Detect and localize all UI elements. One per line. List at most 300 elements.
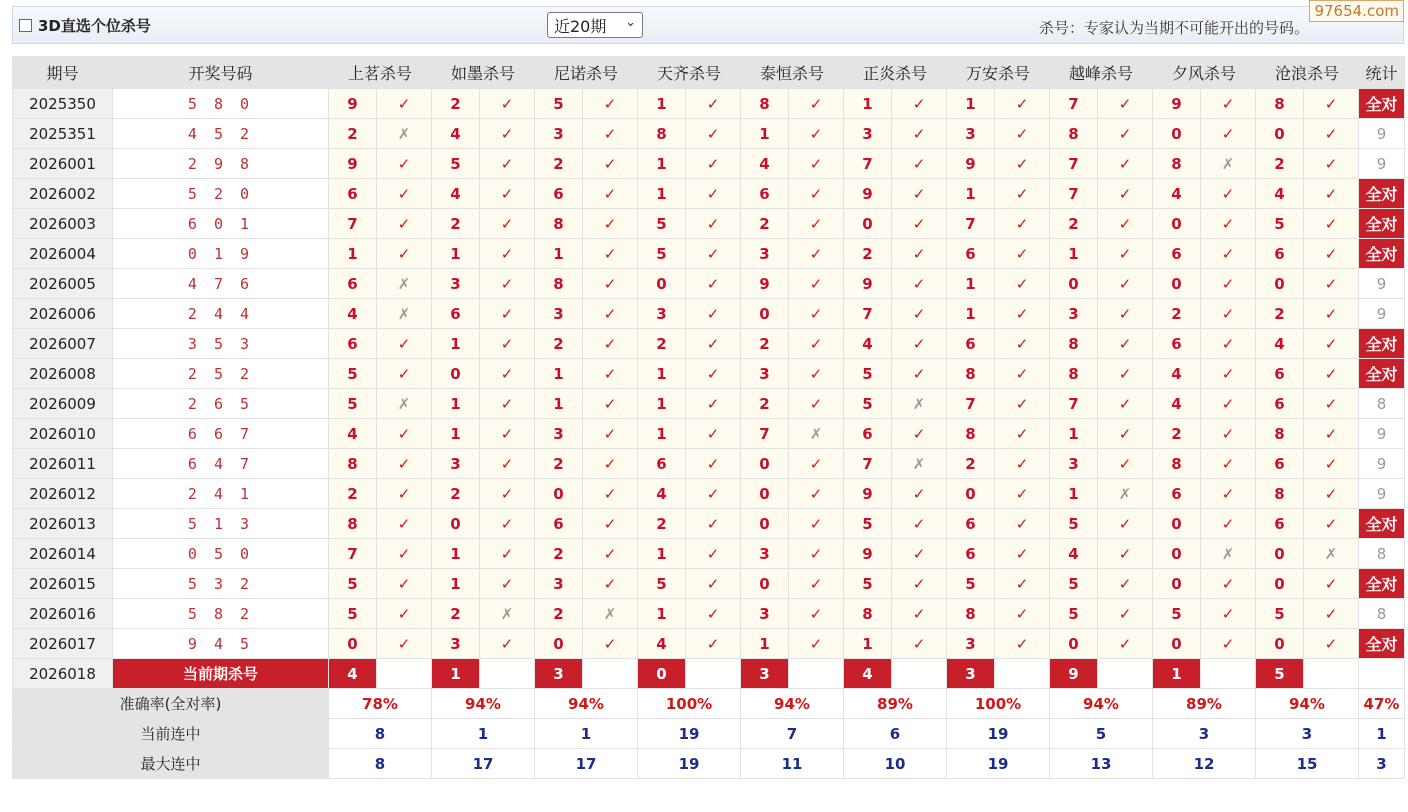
check-icon: ✓ xyxy=(1304,239,1359,269)
check-icon: ✓ xyxy=(686,389,741,419)
kill-number-cell: 8 xyxy=(1256,479,1304,509)
check-icon: ✓ xyxy=(377,179,432,209)
kill-number-cell: 1 xyxy=(432,569,480,599)
table-row xyxy=(13,419,1405,449)
accuracy-row xyxy=(13,689,1405,719)
kill-number-cell: 2 xyxy=(329,479,377,509)
check-icon: ✓ xyxy=(583,89,638,119)
kill-number-cell: 6 xyxy=(329,269,377,299)
check-icon: ✓ xyxy=(892,599,947,629)
kill-number-cell: 9 xyxy=(844,479,892,509)
kill-number-cell: 6 xyxy=(947,539,995,569)
cross-icon: ✗ xyxy=(1201,149,1256,179)
table-row xyxy=(13,119,1405,149)
check-icon: ✓ xyxy=(789,149,844,179)
kill-number-cell: 4 xyxy=(432,179,480,209)
hit-count-cell: 9 xyxy=(1359,299,1405,329)
check-icon: ✓ xyxy=(686,539,741,569)
draw-numbers-cell: 6 6 7 xyxy=(113,419,329,449)
kill-number-cell: 2 xyxy=(432,479,480,509)
current-period-row xyxy=(13,659,1405,689)
check-icon: ✓ xyxy=(1201,389,1256,419)
all-correct-badge: 全对 xyxy=(1359,569,1405,599)
kill-number-cell: 3 xyxy=(432,269,480,299)
current-streak-row-value: 6 xyxy=(844,719,947,749)
check-icon: ✓ xyxy=(583,569,638,599)
check-icon: ✓ xyxy=(480,509,535,539)
check-icon: ✓ xyxy=(892,299,947,329)
cross-icon: ✗ xyxy=(480,599,535,629)
kill-number-cell: 9 xyxy=(329,89,377,119)
check-icon: ✓ xyxy=(995,299,1050,329)
accuracy-row-value: 94% xyxy=(535,689,638,719)
kill-number-cell: 6 xyxy=(1153,479,1201,509)
hit-count-cell: 9 xyxy=(1359,449,1405,479)
check-icon: ✓ xyxy=(686,479,741,509)
check-icon: ✓ xyxy=(377,629,432,659)
kill-number-cell: 6 xyxy=(1153,329,1201,359)
draw-numbers-cell: 3 5 3 xyxy=(113,329,329,359)
max-streak-row-value: 19 xyxy=(638,749,741,779)
check-icon: ✓ xyxy=(686,419,741,449)
check-icon: ✓ xyxy=(377,599,432,629)
current-kill-label: 当前期杀号 xyxy=(113,659,329,689)
kill-number-cell: 5 xyxy=(329,359,377,389)
kill-number-cell: 7 xyxy=(329,209,377,239)
check-icon: ✓ xyxy=(892,329,947,359)
kill-number-cell: 4 xyxy=(1256,329,1304,359)
check-icon: ✓ xyxy=(1304,89,1359,119)
check-icon: ✓ xyxy=(480,359,535,389)
kill-number-cell: 4 xyxy=(638,479,686,509)
table-row xyxy=(13,329,1405,359)
check-icon: ✓ xyxy=(583,629,638,659)
kill-number-cell: 0 xyxy=(1256,539,1304,569)
kill-number-cell: 4 xyxy=(432,119,480,149)
check-icon: ✓ xyxy=(1098,329,1153,359)
cross-icon: ✗ xyxy=(583,599,638,629)
check-icon: ✓ xyxy=(789,449,844,479)
kill-number-cell: 5 xyxy=(329,569,377,599)
period-cell: 2026011 xyxy=(13,449,113,479)
check-icon: ✓ xyxy=(789,299,844,329)
kill-number-cell: 0 xyxy=(329,629,377,659)
check-icon: ✓ xyxy=(480,569,535,599)
kill-number-cell: 2 xyxy=(1050,209,1098,239)
check-icon: ✓ xyxy=(1098,179,1153,209)
kill-number-cell: 0 xyxy=(1153,209,1201,239)
check-icon: ✓ xyxy=(480,329,535,359)
check-icon: ✓ xyxy=(995,89,1050,119)
max-streak-row-value: 10 xyxy=(844,749,947,779)
current-stat-blank xyxy=(1359,659,1405,689)
current-kill-number: 3 xyxy=(947,659,995,689)
kill-number-cell: 4 xyxy=(638,629,686,659)
kill-number-cell: 2 xyxy=(535,149,583,179)
check-icon: ✓ xyxy=(1201,569,1256,599)
check-icon: ✓ xyxy=(686,599,741,629)
check-icon: ✓ xyxy=(892,359,947,389)
check-icon: ✓ xyxy=(377,569,432,599)
check-icon: ✓ xyxy=(995,149,1050,179)
accuracy-row-value: 89% xyxy=(844,689,947,719)
kill-number-cell: 8 xyxy=(1153,149,1201,179)
max-streak-row-value: 12 xyxy=(1153,749,1256,779)
check-icon: ✓ xyxy=(1201,329,1256,359)
check-icon: ✓ xyxy=(892,149,947,179)
accuracy-row-value: 100% xyxy=(947,689,1050,719)
kill-number-cell: 1 xyxy=(638,599,686,629)
kill-number-cell: 2 xyxy=(432,209,480,239)
kill-number-cell: 0 xyxy=(535,479,583,509)
kill-number-cell: 1 xyxy=(741,119,789,149)
current-kill-blank xyxy=(1201,659,1256,689)
period-cell: 2026015 xyxy=(13,569,113,599)
check-icon: ✓ xyxy=(583,449,638,479)
check-icon: ✓ xyxy=(686,119,741,149)
kill-number-cell: 5 xyxy=(638,569,686,599)
kill-number-cell: 2 xyxy=(535,329,583,359)
table-row xyxy=(13,569,1405,599)
watermark-logo: 97654.com xyxy=(1309,0,1404,22)
check-icon: ✓ xyxy=(789,539,844,569)
check-icon: ✓ xyxy=(480,449,535,479)
check-icon: ✓ xyxy=(480,299,535,329)
check-icon: ✓ xyxy=(1098,599,1153,629)
kill-number-cell: 1 xyxy=(432,539,480,569)
kill-number-cell: 2 xyxy=(741,209,789,239)
kill-number-cell: 2 xyxy=(329,119,377,149)
max-streak-row-value: 17 xyxy=(432,749,535,779)
kill-number-cell: 4 xyxy=(1153,389,1201,419)
kill-number-cell: 9 xyxy=(844,269,892,299)
check-icon: ✓ xyxy=(789,569,844,599)
check-icon: ✓ xyxy=(1098,149,1153,179)
current-kill-number: 9 xyxy=(1050,659,1098,689)
kill-number-cell: 5 xyxy=(1256,599,1304,629)
top-bar xyxy=(12,6,1404,44)
cross-icon: ✗ xyxy=(1304,539,1359,569)
check-icon: ✓ xyxy=(377,359,432,389)
kill-number-cell: 4 xyxy=(329,419,377,449)
check-icon: ✓ xyxy=(1098,629,1153,659)
period-cell: 2026018 xyxy=(13,659,113,689)
kill-number-cell: 0 xyxy=(535,629,583,659)
check-icon: ✓ xyxy=(1304,509,1359,539)
check-icon: ✓ xyxy=(377,329,432,359)
kill-number-cell: 7 xyxy=(1050,389,1098,419)
kill-number-cell: 8 xyxy=(1256,89,1304,119)
kill-number-cell: 5 xyxy=(432,149,480,179)
check-icon: ✓ xyxy=(892,269,947,299)
kill-number-cell: 2 xyxy=(638,329,686,359)
cross-icon: ✗ xyxy=(892,389,947,419)
check-icon: ✓ xyxy=(686,329,741,359)
kill-number-cell: 6 xyxy=(1256,449,1304,479)
check-icon: ✓ xyxy=(789,509,844,539)
period-cell: 2026008 xyxy=(13,359,113,389)
kill-number-cell: 6 xyxy=(535,179,583,209)
kill-number-cell: 1 xyxy=(432,239,480,269)
kill-number-cell: 3 xyxy=(432,449,480,479)
check-icon: ✓ xyxy=(1304,299,1359,329)
kill-number-cell: 5 xyxy=(638,209,686,239)
period-select[interactable] xyxy=(547,12,643,38)
kill-number-cell: 2 xyxy=(1153,299,1201,329)
current-kill-number: 1 xyxy=(432,659,480,689)
table-header xyxy=(13,57,1405,89)
kill-number-cell: 1 xyxy=(432,329,480,359)
kill-number-cell: 3 xyxy=(1050,449,1098,479)
kill-number-cell: 7 xyxy=(1050,89,1098,119)
draw-numbers-cell: 6 4 7 xyxy=(113,449,329,479)
check-icon: ✓ xyxy=(377,419,432,449)
check-icon: ✓ xyxy=(789,89,844,119)
kill-number-cell: 1 xyxy=(947,89,995,119)
kill-number-cell: 5 xyxy=(844,569,892,599)
max-streak-row-value: 17 xyxy=(535,749,638,779)
current-streak-row-total: 1 xyxy=(1359,719,1405,749)
check-icon: ✓ xyxy=(789,629,844,659)
page-title-text: 3D直选个位杀号 xyxy=(38,17,151,35)
period-cell: 2026004 xyxy=(13,239,113,269)
check-icon: ✓ xyxy=(1304,119,1359,149)
kill-number-cell: 0 xyxy=(1153,629,1201,659)
kill-number-cell: 2 xyxy=(947,449,995,479)
kill-number-cell: 3 xyxy=(844,119,892,149)
check-icon: ✓ xyxy=(377,209,432,239)
col-expert-header: 泰恒杀号 xyxy=(741,57,844,89)
accuracy-row-value: 94% xyxy=(741,689,844,719)
kill-number-cell: 8 xyxy=(1050,119,1098,149)
kill-number-cell: 2 xyxy=(741,329,789,359)
check-icon: ✓ xyxy=(583,419,638,449)
current-kill-blank xyxy=(1098,659,1153,689)
period-cell: 2026013 xyxy=(13,509,113,539)
kill-number-cell: 5 xyxy=(1050,599,1098,629)
max-streak-row-value: 15 xyxy=(1256,749,1359,779)
check-icon: ✓ xyxy=(686,239,741,269)
check-icon: ✓ xyxy=(1098,239,1153,269)
kill-number-cell: 0 xyxy=(1153,119,1201,149)
kill-number-cell: 7 xyxy=(844,299,892,329)
kill-number-cell: 5 xyxy=(1153,599,1201,629)
check-icon: ✓ xyxy=(892,239,947,269)
accuracy-row-total: 47% xyxy=(1359,689,1405,719)
kill-number-cell: 5 xyxy=(535,89,583,119)
kill-number-cell: 6 xyxy=(638,449,686,479)
kill-number-cell: 0 xyxy=(741,299,789,329)
accuracy-row-value: 100% xyxy=(638,689,741,719)
col-expert-header: 如墨杀号 xyxy=(432,57,535,89)
check-icon: ✓ xyxy=(789,179,844,209)
kill-number-cell: 4 xyxy=(741,149,789,179)
kill-number-cell: 3 xyxy=(535,569,583,599)
check-icon: ✓ xyxy=(583,179,638,209)
kill-number-cell: 0 xyxy=(1153,569,1201,599)
accuracy-row-value: 94% xyxy=(1256,689,1359,719)
max-streak-row-value: 11 xyxy=(741,749,844,779)
check-icon: ✓ xyxy=(892,509,947,539)
current-kill-blank xyxy=(686,659,741,689)
check-icon: ✓ xyxy=(1098,209,1153,239)
kill-number-cell: 0 xyxy=(1153,509,1201,539)
check-icon: ✓ xyxy=(480,629,535,659)
check-icon: ✓ xyxy=(1304,149,1359,179)
draw-numbers-cell: 9 4 5 xyxy=(113,629,329,659)
kill-table xyxy=(12,56,1405,779)
kill-number-cell: 0 xyxy=(1153,269,1201,299)
current-streak-row-value: 5 xyxy=(1050,719,1153,749)
check-icon: ✓ xyxy=(686,569,741,599)
kill-number-cell: 8 xyxy=(329,509,377,539)
table-row xyxy=(13,479,1405,509)
check-icon: ✓ xyxy=(1098,419,1153,449)
check-icon: ✓ xyxy=(686,359,741,389)
accuracy-row-value: 94% xyxy=(1050,689,1153,719)
check-icon: ✓ xyxy=(583,389,638,419)
check-icon: ✓ xyxy=(789,239,844,269)
checkbox-icon xyxy=(19,19,32,32)
period-cell: 2025351 xyxy=(13,119,113,149)
kill-number-cell: 8 xyxy=(741,89,789,119)
col-expert-header: 越峰杀号 xyxy=(1050,57,1153,89)
kill-number-cell: 2 xyxy=(1153,419,1201,449)
check-icon: ✓ xyxy=(1304,629,1359,659)
kill-number-cell: 1 xyxy=(947,269,995,299)
draw-numbers-cell: 5 3 2 xyxy=(113,569,329,599)
check-icon: ✓ xyxy=(377,539,432,569)
kill-number-cell: 0 xyxy=(741,479,789,509)
draw-numbers-cell: 2 5 2 xyxy=(113,359,329,389)
hit-count-cell: 9 xyxy=(1359,149,1405,179)
kill-number-cell: 8 xyxy=(638,119,686,149)
all-correct-badge: 全对 xyxy=(1359,359,1405,389)
kill-number-cell: 5 xyxy=(638,239,686,269)
draw-numbers-cell: 6 0 1 xyxy=(113,209,329,239)
draw-numbers-cell: 2 9 8 xyxy=(113,149,329,179)
kill-number-cell: 1 xyxy=(638,179,686,209)
check-icon: ✓ xyxy=(995,449,1050,479)
check-icon: ✓ xyxy=(480,239,535,269)
check-icon: ✓ xyxy=(1098,89,1153,119)
col-period-header: 期号 xyxy=(13,57,113,89)
check-icon: ✓ xyxy=(1304,209,1359,239)
draw-numbers-cell: 4 7 6 xyxy=(113,269,329,299)
check-icon: ✓ xyxy=(583,269,638,299)
check-icon: ✓ xyxy=(1098,359,1153,389)
check-icon: ✓ xyxy=(892,539,947,569)
page-title xyxy=(19,15,151,36)
check-icon: ✓ xyxy=(789,329,844,359)
hit-count-cell: 8 xyxy=(1359,599,1405,629)
check-icon: ✓ xyxy=(892,179,947,209)
all-correct-badge: 全对 xyxy=(1359,89,1405,119)
check-icon: ✓ xyxy=(995,119,1050,149)
table-row xyxy=(13,539,1405,569)
check-icon: ✓ xyxy=(480,269,535,299)
kill-number-cell: 6 xyxy=(1256,389,1304,419)
kill-number-cell: 1 xyxy=(947,179,995,209)
check-icon: ✓ xyxy=(1098,539,1153,569)
current-kill-blank xyxy=(892,659,947,689)
col-expert-header: 尼诺杀号 xyxy=(535,57,638,89)
draw-numbers-cell: 4 5 2 xyxy=(113,119,329,149)
kill-number-cell: 8 xyxy=(1050,359,1098,389)
check-icon: ✓ xyxy=(583,539,638,569)
check-icon: ✓ xyxy=(1098,119,1153,149)
period-cell: 2026014 xyxy=(13,539,113,569)
kill-number-cell: 6 xyxy=(1153,239,1201,269)
kill-number-cell: 5 xyxy=(844,359,892,389)
cross-icon: ✗ xyxy=(377,299,432,329)
draw-numbers-cell: 2 6 5 xyxy=(113,389,329,419)
kill-number-cell: 9 xyxy=(844,179,892,209)
kill-number-cell: 1 xyxy=(638,149,686,179)
check-icon: ✓ xyxy=(1201,599,1256,629)
current-kill-blank xyxy=(1304,659,1359,689)
kill-number-cell: 7 xyxy=(947,209,995,239)
hit-count-cell: 9 xyxy=(1359,119,1405,149)
check-icon: ✓ xyxy=(686,149,741,179)
check-icon: ✓ xyxy=(995,179,1050,209)
kill-number-cell: 6 xyxy=(1256,239,1304,269)
check-icon: ✓ xyxy=(1304,269,1359,299)
table-row xyxy=(13,509,1405,539)
kill-number-cell: 3 xyxy=(741,359,789,389)
kill-number-cell: 6 xyxy=(741,179,789,209)
check-icon: ✓ xyxy=(686,449,741,479)
cross-icon: ✗ xyxy=(377,119,432,149)
check-icon: ✓ xyxy=(789,359,844,389)
check-icon: ✓ xyxy=(583,149,638,179)
accuracy-row-label: 准确率(全对率) xyxy=(13,689,329,719)
check-icon: ✓ xyxy=(995,239,1050,269)
check-icon: ✓ xyxy=(686,179,741,209)
kill-number-cell: 2 xyxy=(638,509,686,539)
kill-number-cell: 0 xyxy=(741,569,789,599)
kill-number-cell: 9 xyxy=(329,149,377,179)
kill-number-cell: 0 xyxy=(1256,269,1304,299)
max-streak-row-value: 19 xyxy=(947,749,1050,779)
kill-number-cell: 3 xyxy=(947,119,995,149)
table-row xyxy=(13,179,1405,209)
col-expert-header: 天齐杀号 xyxy=(638,57,741,89)
check-icon: ✓ xyxy=(995,389,1050,419)
accuracy-row-value: 94% xyxy=(432,689,535,719)
kill-number-cell: 3 xyxy=(741,239,789,269)
kill-number-cell: 2 xyxy=(535,539,583,569)
hit-count-cell: 8 xyxy=(1359,389,1405,419)
check-icon: ✓ xyxy=(995,359,1050,389)
period-cell: 2026017 xyxy=(13,629,113,659)
draw-numbers-cell: 2 4 4 xyxy=(113,299,329,329)
all-correct-badge: 全对 xyxy=(1359,209,1405,239)
check-icon: ✓ xyxy=(1201,239,1256,269)
check-icon: ✓ xyxy=(892,209,947,239)
kill-number-cell: 1 xyxy=(1050,479,1098,509)
check-icon: ✓ xyxy=(892,629,947,659)
kill-number-cell: 8 xyxy=(1256,419,1304,449)
check-icon: ✓ xyxy=(480,149,535,179)
check-icon: ✓ xyxy=(995,329,1050,359)
period-cell: 2026003 xyxy=(13,209,113,239)
check-icon: ✓ xyxy=(583,329,638,359)
kill-number-cell: 1 xyxy=(638,89,686,119)
check-icon: ✓ xyxy=(1098,449,1153,479)
kill-number-cell: 6 xyxy=(844,419,892,449)
draw-numbers-cell: 5 8 0 xyxy=(113,89,329,119)
